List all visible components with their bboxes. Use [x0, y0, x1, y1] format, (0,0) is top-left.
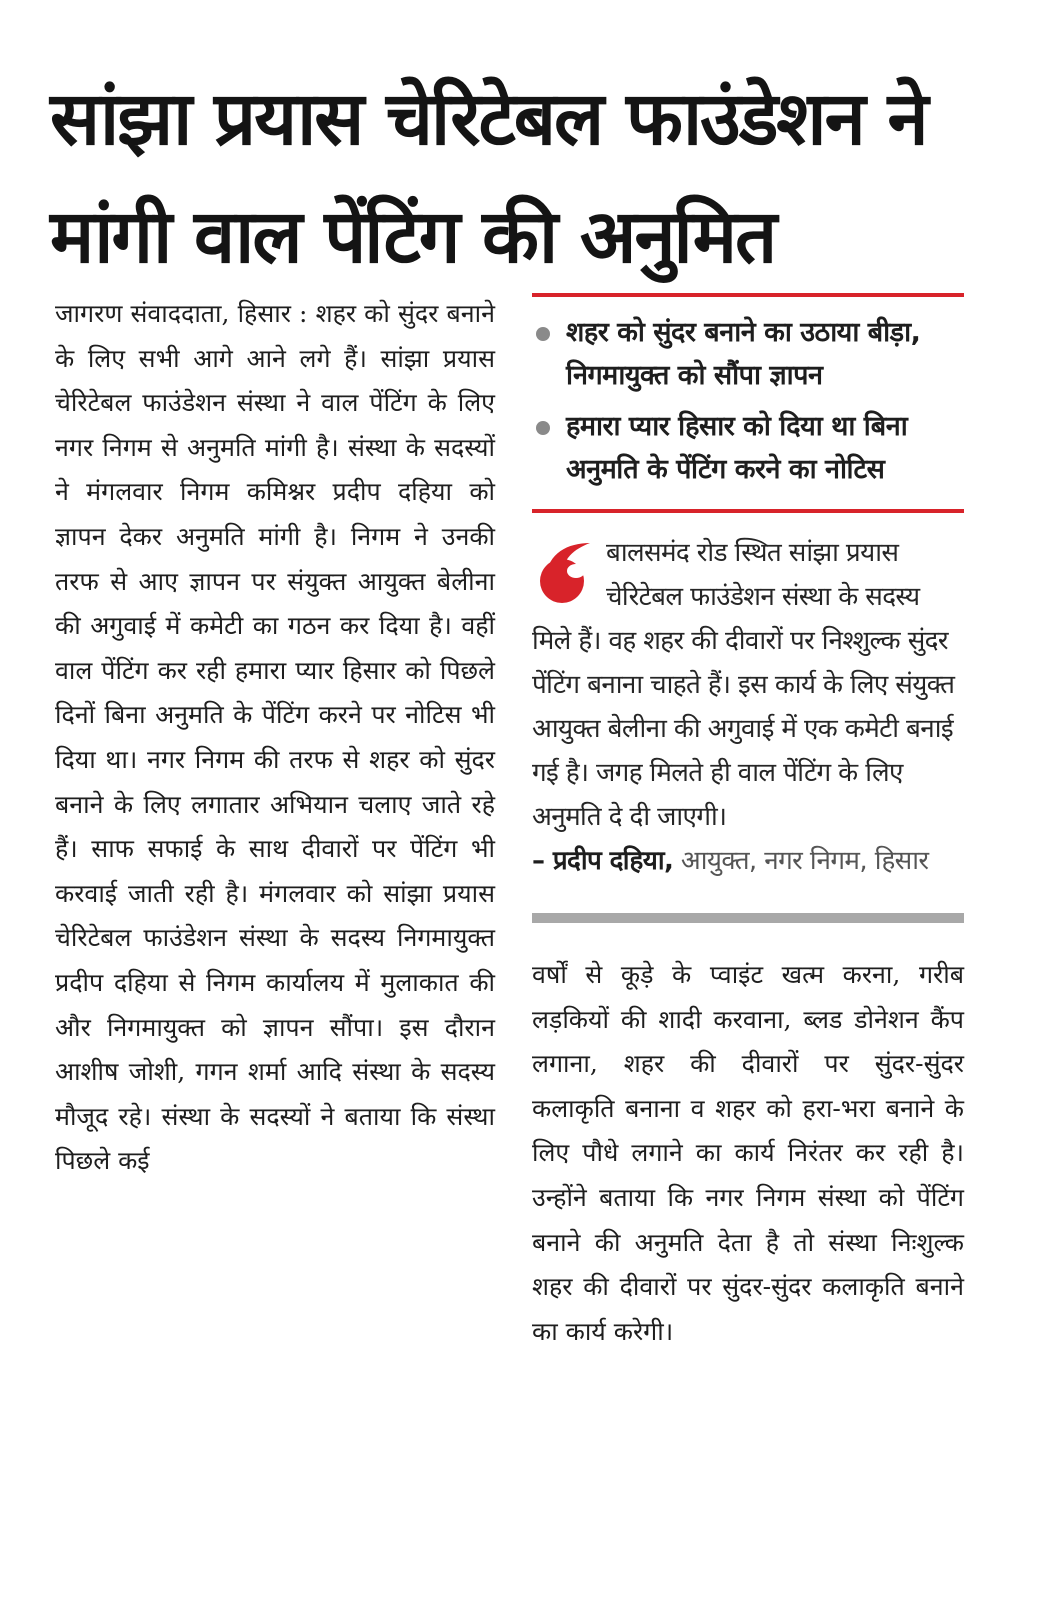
highlight-item — [532, 405, 964, 491]
article-body-left — [55, 292, 495, 1184]
highlight-text: शहर को सुंदर बनाने का उठाया बीड़ा, निगमायुक्त को सौंपा ज्ञापन — [566, 317, 921, 391]
quote-author-title: आयुक्त, नगर निगम, हिसार — [680, 846, 929, 876]
gray-dot-bullet-icon — [536, 327, 550, 341]
red-quote-mark-icon — [532, 537, 596, 609]
bottom-red-divider — [532, 509, 964, 513]
sidebar-column — [532, 293, 964, 1354]
byline: जागरण संवाददाता, हिसार : — [55, 299, 308, 328]
highlight-text: हमारा प्यार हिसार को दिया था बिना अनुमति के पेंटिंग करने का नोटिस — [566, 411, 908, 485]
headline: सांझा प्रयास चेरिटेबल फाउंडेशन ने मांगी वाल पेंटिंग की अनुमित — [50, 76, 927, 280]
body-text-left: शहर को सुंदर बनाने के लिए सभी आगे आने लगे हैं। सांझा प्रयास चेरिटेबल फाउंडेशन संस्था ने वाल पेंटिंग के लिए नगर निगम से अनुमति मांगी है। संस्था के सदस्यों ने मंगलवार निगम कमिश्नर प्रदीप दहिया को ज्ञापन देकर अनुमति मांगी है। निगम ने उनकी तरफ से आए ज्ञापन पर संयुक्त आयुक्त बेलीना की अगुवाई में कमेटी का गठन कर दिया है। वहीं वाल पेंटिंग कर रही हमारा प्यार हिसार को पिछले दिनों बिना अनुमति के पेंटिंग करने पर नोटिस भी दिया था। नगर निगम की तरफ से शहर को सुंदर बनाने के लिए लगातार अभियान चलाए जाते रहे हैं। साफ सफाई के साथ दीवारों पर पेंटिंग भी करवाई जाती रही है। मंगलवार को सांझा प्रयास चेरिटेबल फाउंडेशन संस्था के सदस्य निगमायुक्त प्रदीप दहिया से निगम कार्यालय में मुलाकात की और निगमायुक्त को ज्ञापन सौंपा। इस दौरान आशीष जोशी, गगन शर्मा आदि संस्था के सदस्य मौजूद रहे। संस्था के सदस्यों ने बताया कि संस्था पिछले कई — [55, 299, 495, 1176]
pull-quote — [532, 531, 964, 883]
quote-author-name: – प्रदीप दहिया, — [532, 846, 674, 876]
highlights-list — [532, 297, 964, 509]
gray-dot-bullet-icon — [536, 421, 550, 435]
article-body-right: वर्षों से कूड़े के प्वाइंट खत्म करना, गरीब लड़कियों की शादी करवाना, ब्लड डोनेशन कैंप लगाना, शहर की दीवारों पर सुंदर-सुंदर कलाकृति बनाना व शहर को हरा-भरा बनाने के लिए पौधे लगाने का कार्य निरंतर कर रही है। उन्होंने बताया कि नगर निगम संस्था को पेंटिंग बनाने की अनुमति देता है तो संस्था निःशुल्क शहर की दीवारों पर सुंदर-सुंदर कलाकृति बनाने का कार्य करेगी। — [532, 960, 964, 1346]
highlight-item — [532, 311, 964, 397]
gray-divider — [532, 913, 964, 923]
quote-text: बालसमंद रोड स्थित सांझा प्रयास चेरिटेबल फाउंडेशन संस्था के सदस्य मिले हैं। वह शहर की दीवारों पर निश्शुल्क सुंदर पेंटिंग बनाना चाहते हैं। इस कार्य के लिए संयुक्त आयुक्त बेलीना की अगुवाई में एक कमेटी बनाई गई है। जगह मिलते ही वाल पेंटिंग के लिए अनुमति दे दी जाएगी। — [532, 538, 955, 832]
quote-attribution — [532, 839, 964, 883]
